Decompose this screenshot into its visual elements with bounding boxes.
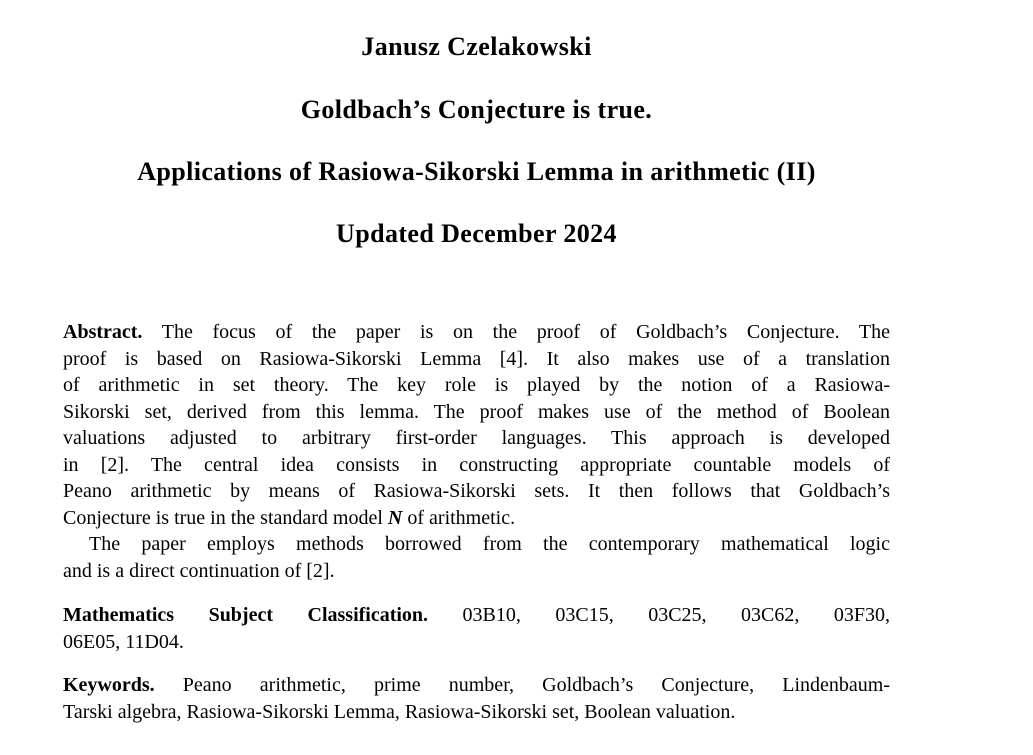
- abstract-label: Abstract.: [63, 321, 143, 343]
- abstract-line-1: [63, 319, 890, 346]
- keywords-list: Peano arithmetic, prime number, Goldbach’s Conjecture, Lindenbaum-: [154, 674, 890, 696]
- abstract-line-8: [63, 505, 890, 532]
- keywords-label: Keywords.: [63, 674, 155, 696]
- author-name: Janusz Czelakowski: [361, 32, 592, 61]
- keywords-section: [63, 672, 890, 725]
- abstract-line-8-pre: Conjecture is true in the standard model: [63, 506, 388, 529]
- msc-section: [63, 602, 890, 655]
- abstract-line-1-text: The focus of the paper is on the proof of Goldbach’s Conjecture. The: [142, 321, 890, 343]
- abstract-line-2: proof is based on Rasiowa-Sikorski Lemma [4]. It also makes use of a translation: [63, 347, 890, 370]
- text-column: [63, 0, 890, 725]
- paper-title: Goldbach’s Conjecture is true.: [300, 95, 653, 124]
- paper-subtitle: Applications of Rasiowa-Sikorski Lemma in arithmetic (II): [137, 157, 816, 186]
- keywords-line-2: Tarski algebra, Rasiowa-Sikorski Lemma, Rasiowa-Sikorski set, Boolean valuation.: [63, 700, 736, 723]
- math-symbol-n: N: [387, 506, 403, 529]
- date-line: Updated December 2024: [336, 219, 617, 248]
- abstract-para2-line-2: and is a direct continuation of [2].: [63, 559, 335, 582]
- abstract-line-3: of arithmetic in set theory. The key role is played by the notion of a Rasiowa-: [63, 374, 890, 396]
- abstract-section: [63, 319, 890, 584]
- msc-codes: 03B10, 03C15, 03C25, 03C62, 03F30,: [428, 604, 891, 626]
- abstract-line-8-post: of arithmetic.: [402, 506, 516, 529]
- msc-line-2: 06E05, 11D04.: [63, 630, 184, 653]
- abstract-line-6: in [2]. The central idea consists in constructing appropriate countable models of: [63, 453, 890, 476]
- keywords-line-1: [63, 672, 890, 699]
- abstract-para2-line-1: The paper employs methods borrowed from the contemporary mathematical logic: [89, 533, 890, 555]
- msc-label: Mathematics Subject Classification.: [63, 604, 429, 626]
- abstract-line-7: Peano arithmetic by means of Rasiowa-Sikorski sets. It then follows that Goldbach’s: [63, 480, 890, 502]
- abstract-line-5: valuations adjusted to arbitrary first-order languages. This approach is developed: [63, 427, 890, 449]
- msc-line-1: [63, 602, 890, 629]
- abstract-line-4: Sikorski set, derived from this lemma. The proof makes use of the method of Boolean: [63, 400, 890, 423]
